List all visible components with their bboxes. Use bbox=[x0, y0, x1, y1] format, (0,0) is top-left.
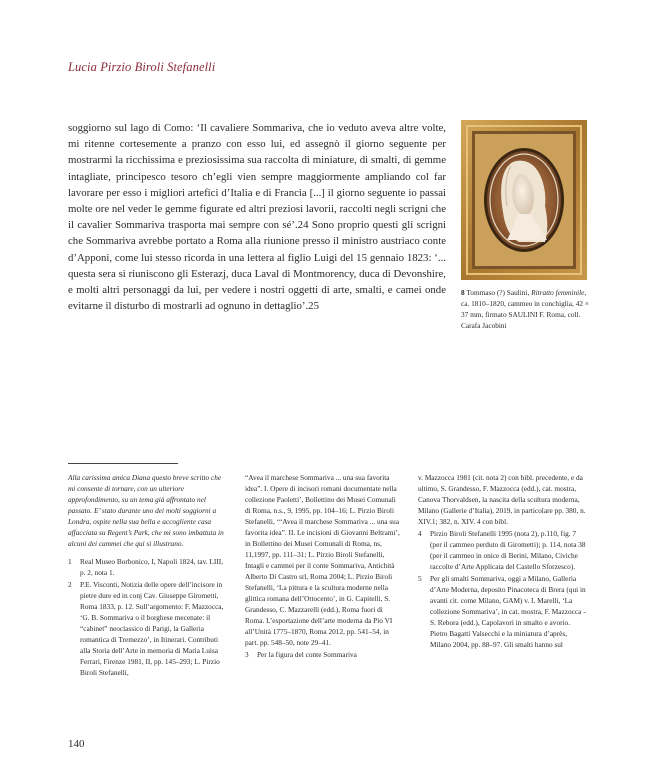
footnotes-column-2 bbox=[245, 472, 403, 661]
footnote-number: 2 bbox=[68, 580, 72, 589]
caption-details: ca. 1810–1820, cammeo in conchiglia, 42 × 37 mm, firmato SAULINI F. Roma, coll. Carafa Jacobini bbox=[461, 299, 589, 330]
footnote-text: “Avea il marchese Sommariva ... una sua favorita idea”. I. Opere di incisori romani documentate nella collezione Paoletti’, Bollettino dei Musei Comunali di Roma, n.s., 9, 1995, pp. 104–16; L. Pirzio Biroli Stefanelli, ‘“Avea il marchese Sommariva ... una sua favorita idea”. II. Le incisioni di Giovanni Beltrami’, in Bollettino dei Musei Comunali di Roma, ns, 11,1997, pp. 111–31; L. Pirzio Biroli Stefanelli, Intagli e cammei per il conte Sommariva, Antichità Alberto Di Castro srl, Roma 2004; L. Pirzio Biroli Stefanelli, ‘La pittura e la scultura moderne nella glittica romana dell’Ottocento’, in G. Capitelli, S. Grandesso, C. Mazzarelli (edd.), Roma fuori di Roma. L’esportazione dell’arte moderna da Pio VI all’Unità 1775–1870, Roma 2012, pp. 541–54, in part. pp. 548–50, note 29–41. bbox=[245, 473, 400, 647]
page-number: 140 bbox=[68, 738, 85, 750]
caption-artist: Tommaso (?) Saulini, bbox=[466, 288, 530, 297]
footnote-continuation bbox=[245, 472, 403, 648]
footnote-number: 1 bbox=[68, 557, 72, 566]
footnote bbox=[418, 573, 586, 650]
body-paragraph: soggiorno sul lago di Como: ‘Il cavaliere Sommariva, che io veduto aveva altre volte, mi ritenne cortesemente a pranzo con esso lui, ed assegnò il giorno seguente per mostrarmi la ricchissima e preziosissima sua raccolta di miniature, di smalti, di gemme intagliate, principesco tesoro ch’egli vien sempre maggiormente ampliando col far lavorare per esso i migliori artefici d’Italia e di Francia [...] il giorno seguente io passai molte ore nel veder le gemme figurate ed altri preziosi lavorii, raccolti negli scrigni che il cavalier Sommariva trasporta mai sempre con sé’.24 Sono proprio questi gli scrigni che Sommariva avrebbe portato a Roma alla riunione presso il ministro austriaco conte d’Apponi, come lui stesso ricorda in una lettera al figlio Luigi del 15 gennaio 1823: ‘... questa sera si riuniscono gli Esterazj, duca Laval di Montmorency, duca di Devonshire, e molti altri personaggi da lui, per vedere i nostri oggetti di arte, smalti, e camei onde evitarne il disturbo di mostrarli ad ognuno in dettaglio’.25 bbox=[68, 122, 446, 313]
footnote-number: 5 bbox=[418, 574, 422, 583]
cameo-portrait-image bbox=[461, 120, 587, 280]
body-text bbox=[68, 120, 446, 314]
figure-caption bbox=[461, 287, 591, 331]
footnote-text: Real Museo Borbonico, I, Napoli 1824, tav. LIII, p. 2, nota 1. bbox=[80, 557, 224, 577]
dedication-note: Alla carissima amica Diana questo breve scritto che mi consente di tornare, con un ulteriore approfondimento, su un tema già affrontato nel passato. E’ stato durante uno dei molti soggiorni a Londra, ospite nella sua bella e accogliente casa affacciata su Regent’s Park, che mi sono imbattuta in alcuni dei cammei che qui si illustrano. bbox=[68, 473, 224, 548]
footnote-text: Per la figura del conte Sommariva bbox=[257, 650, 357, 659]
footnote-text: Per gli smalti Sommariva, oggi a Milano, Galleria d’Arte Moderna, deposito Pinacoteca di Brera (qui in avanti cit. come Milano, GAM) v. I. Marelli, ‘La collezione Sommariva’, in cat. mostra, F. Mazzocca - S. Rebora (edd.), Capolavori in smalto e avorio. Pietro Bagatti Valsecchi e la miniatura d’après, Milano 2004, pp. 88–97. Gli smalti hanno sul bbox=[430, 574, 586, 649]
footnote-text: Pirzio Biroli Stefanelli 1995 (nota 2), p.110, fig. 7 (per il cammeo perduto di Girometti); p. 114, nota 38 (per il cammeo in onice di Berini, Milano, Civiche raccolte d’Arte Applicata del Castello Sforzesco). bbox=[430, 529, 586, 571]
caption-title: Ritratto femminile, bbox=[531, 288, 587, 297]
footnote-number: 3 bbox=[245, 650, 249, 659]
caption-number: 8 bbox=[461, 288, 465, 297]
footnote bbox=[245, 649, 403, 660]
footnote-text: v. Mazzocca 1981 (cit. nota 2) con bibl. precedente, e da ultimo, S. Grandesso, F. Mazzocca (edd.), cat. mostra, Canova Thorvaldsen, la nascita della scultura moderna, Milano (Gallerie d’Italia), 2019, in particolare pp. 380, n. XIV.1; 382, n. XIV. 4 con bibl. bbox=[418, 473, 586, 526]
footnotes-column-3 bbox=[418, 472, 586, 651]
footnotes-column-1 bbox=[68, 472, 226, 679]
footnote-rule bbox=[68, 463, 178, 464]
running-header-author: Lucia Pirzio Biroli Stefanelli bbox=[68, 60, 216, 74]
footnote bbox=[68, 556, 226, 578]
footnote bbox=[418, 528, 586, 572]
footnote bbox=[68, 579, 226, 678]
footnote-text: P.E. Visconti, Notizia delle opere dell’incisore in pietre dure ed in conj Cav. Giuseppe Girometti, Roma 1833, p. 12. Sull’argomento: F. Mazzocca, ‘G. B. Sommariva o il borghese mecenate: il “cabinet” neoclassico di Parigi, la Galleria romantica di Tremezzo’, in Itinerari. Contributi alla Storia dell’Arte in memoria di Maria Luisa Ferrari, Firenze 1981, II, pp. 145–293; L. Pirzio Biroli Stefanelli, bbox=[80, 580, 224, 677]
figure-cameo bbox=[461, 120, 587, 280]
footnote-continuation bbox=[418, 472, 586, 527]
footnote-number: 4 bbox=[418, 529, 422, 538]
